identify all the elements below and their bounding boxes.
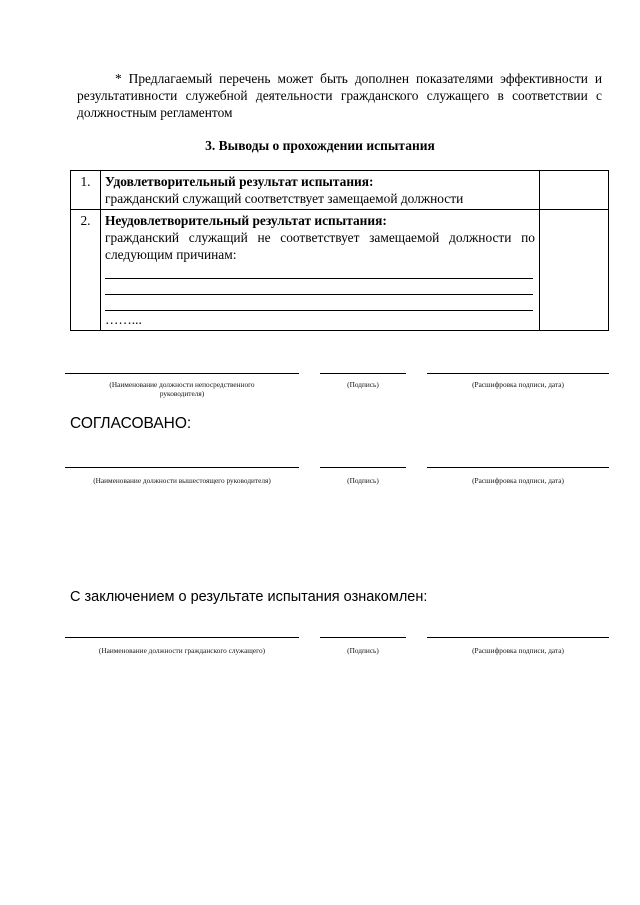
row-content — [101, 171, 540, 210]
decoding-caption: (Расшифровка подписи, дата) — [472, 646, 564, 655]
position-caption: (Наименование должности вышестоящего руководителя) — [93, 476, 271, 485]
reason-line[interactable] — [105, 263, 533, 279]
position-caption: (Наименование должности непосредственного руководителя) — [109, 380, 255, 398]
decoding-line[interactable] — [427, 373, 609, 374]
results-table — [70, 170, 609, 331]
signature-line[interactable] — [320, 637, 406, 638]
signature-line[interactable] — [320, 467, 406, 468]
footnote-text: * Предлагаемый перечень может быть дополнен показателями эффективности и результативности служебной деятельности гражданского служащего в соответствии с должностным регламентом — [77, 71, 602, 120]
row-number: 1. — [71, 171, 101, 210]
signature-caption: (Подпись) — [347, 646, 379, 655]
table-row — [71, 171, 609, 210]
row-title: Неудовлетворительный результат испытания: — [105, 213, 387, 228]
position-line[interactable] — [65, 373, 299, 374]
row-description: гражданский служащий соответствует замещаемой должности — [105, 191, 464, 206]
table-row — [71, 210, 609, 331]
ellipsis: ……... — [105, 312, 142, 327]
row-content — [101, 210, 540, 331]
row-description: гражданский служащий не соответствует замещаемой должности по следующим причинам: — [105, 230, 535, 262]
mark-cell[interactable] — [540, 210, 609, 331]
section-title: 3. Выводы о прохождении испытания — [205, 138, 435, 153]
row-number: 2. — [71, 210, 101, 331]
signature-caption: (Подпись) — [347, 380, 379, 389]
agreed-heading: СОГЛАСОВАНО: — [70, 415, 192, 432]
signature-caption: (Подпись) — [347, 476, 379, 485]
decoding-caption: (Расшифровка подписи, дата) — [472, 476, 564, 485]
position-line[interactable] — [65, 467, 299, 468]
decoding-line[interactable] — [427, 467, 609, 468]
position-line[interactable] — [65, 637, 299, 638]
decoding-caption: (Расшифровка подписи, дата) — [472, 380, 564, 389]
row-title: Удовлетворительный результат испытания: — [105, 174, 374, 189]
signature-line[interactable] — [320, 373, 406, 374]
decoding-line[interactable] — [427, 637, 609, 638]
reason-line[interactable] — [105, 295, 533, 311]
mark-cell[interactable] — [540, 171, 609, 210]
reason-line[interactable] — [105, 279, 533, 295]
position-caption: (Наименование должности гражданского служащего) — [98, 646, 266, 655]
acknowledged-heading: С заключением о результате испытания ознакомлен: — [70, 589, 428, 605]
